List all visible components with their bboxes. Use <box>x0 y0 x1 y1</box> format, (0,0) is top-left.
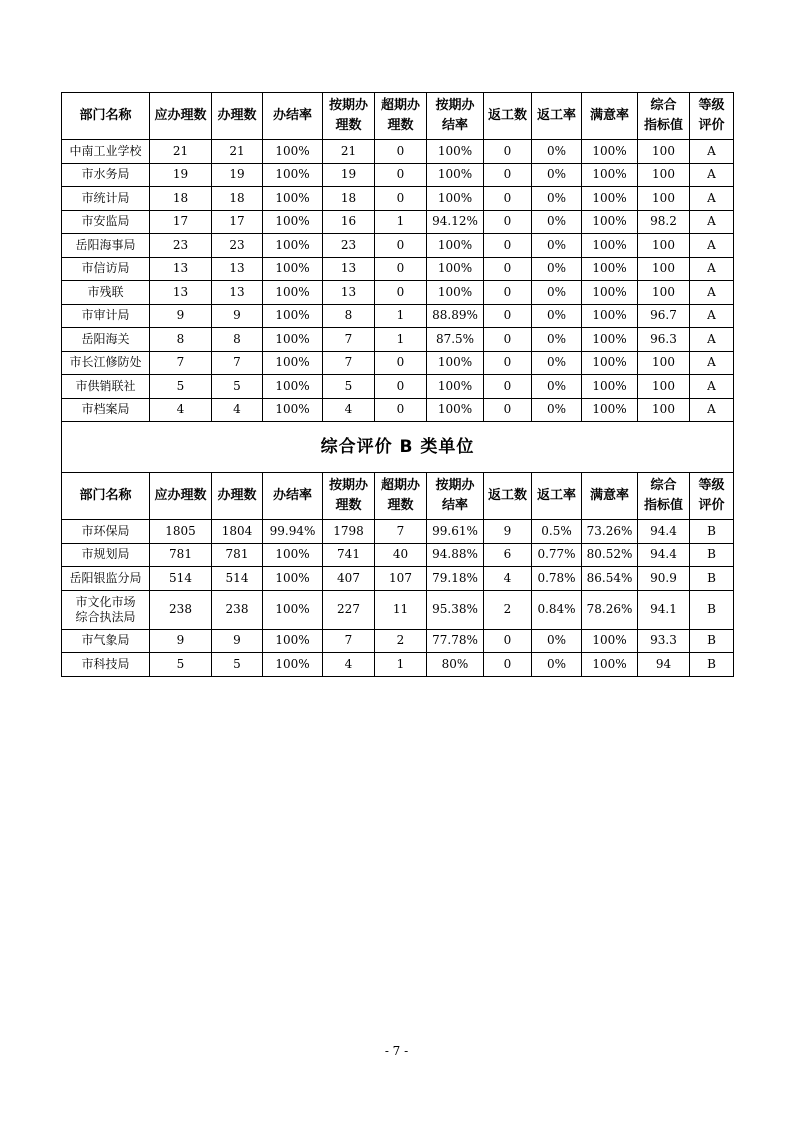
table-cell: 100% <box>582 398 638 422</box>
table-cell: 0 <box>375 234 427 258</box>
table-row <box>62 351 734 375</box>
table-cell: 13 <box>212 281 263 305</box>
table-cell: 100% <box>263 543 323 567</box>
table-row <box>62 257 734 281</box>
table-cell: 16 <box>323 210 375 234</box>
table-cell: 781 <box>212 543 263 567</box>
table-cell: 0 <box>484 629 532 653</box>
table-cell: 94.4 <box>638 520 690 544</box>
table-cell: 6 <box>484 543 532 567</box>
department-name-cell: 市环保局 <box>62 520 150 544</box>
table-cell: 0 <box>375 187 427 211</box>
table-cell: 87.5% <box>427 328 484 352</box>
table-cell: 4 <box>323 398 375 422</box>
table-cell: 7 <box>375 520 427 544</box>
table-cell: 0% <box>532 328 582 352</box>
table-cell: 0.5% <box>532 520 582 544</box>
table-cell: 100% <box>263 257 323 281</box>
table-cell: 13 <box>150 257 212 281</box>
table-cell: 0 <box>484 257 532 281</box>
table-cell: 100% <box>263 234 323 258</box>
table-cell: 4 <box>323 653 375 677</box>
table-cell: 100% <box>582 210 638 234</box>
table-cell: 100% <box>427 140 484 164</box>
table-cell: 0% <box>532 234 582 258</box>
table-cell: 0 <box>375 281 427 305</box>
table-cell: 0% <box>532 163 582 187</box>
table-cell: A <box>690 304 734 328</box>
table-cell: 100% <box>427 163 484 187</box>
department-name-cell: 市残联 <box>62 281 150 305</box>
column-header: 满意率 <box>582 93 638 140</box>
table-cell: 1 <box>375 328 427 352</box>
table-cell: 100% <box>582 187 638 211</box>
table-cell: 13 <box>150 281 212 305</box>
department-name-cell: 市规划局 <box>62 543 150 567</box>
column-header: 按期办 理数 <box>323 473 375 520</box>
table-cell: A <box>690 257 734 281</box>
table-cell: 8 <box>212 328 263 352</box>
table-cell: 94.4 <box>638 543 690 567</box>
table-cell: 100% <box>582 140 638 164</box>
table-cell: 100% <box>582 328 638 352</box>
table-row <box>62 398 734 422</box>
table-cell: 0 <box>484 140 532 164</box>
table-cell: 13 <box>323 257 375 281</box>
table-cell: 93.3 <box>638 629 690 653</box>
department-name-cell: 岳阳海事局 <box>62 234 150 258</box>
table-cell: 100% <box>427 398 484 422</box>
department-name-cell: 市信访局 <box>62 257 150 281</box>
table-row <box>62 281 734 305</box>
table-cell: A <box>690 351 734 375</box>
table-cell: 0% <box>532 304 582 328</box>
table-cell: 100% <box>582 375 638 399</box>
table-cell: 0 <box>484 281 532 305</box>
table-cell: 0% <box>532 257 582 281</box>
table-cell: 100% <box>263 590 323 629</box>
section-b-body <box>62 473 734 677</box>
column-header: 办结率 <box>263 473 323 520</box>
column-header: 等级 评价 <box>690 93 734 140</box>
table-cell: 9 <box>212 304 263 328</box>
table-cell: 73.26% <box>582 520 638 544</box>
column-header: 满意率 <box>582 473 638 520</box>
column-header: 部门名称 <box>62 93 150 140</box>
column-header: 超期办 理数 <box>375 93 427 140</box>
table-cell: 741 <box>323 543 375 567</box>
table-row <box>62 629 734 653</box>
table-cell: A <box>690 328 734 352</box>
table-cell: 13 <box>323 281 375 305</box>
table-row <box>62 304 734 328</box>
table-cell: B <box>690 629 734 653</box>
column-header: 综合 指标值 <box>638 93 690 140</box>
table-cell: 23 <box>323 234 375 258</box>
table-cell: 17 <box>212 210 263 234</box>
table-cell: 100% <box>263 210 323 234</box>
table-cell: 100% <box>427 187 484 211</box>
table-cell: 21 <box>150 140 212 164</box>
table-cell: 100% <box>263 653 323 677</box>
table-cell: 100% <box>582 163 638 187</box>
table-row <box>62 520 734 544</box>
table-cell: 21 <box>323 140 375 164</box>
table-cell: 7 <box>150 351 212 375</box>
column-header: 返工率 <box>532 93 582 140</box>
table-cell: A <box>690 398 734 422</box>
table-cell: 1 <box>375 653 427 677</box>
table-cell: 100% <box>263 375 323 399</box>
table-cell: 8 <box>150 328 212 352</box>
table-cell: 0% <box>532 653 582 677</box>
department-name-cell: 岳阳海关 <box>62 328 150 352</box>
section-b-title-body <box>62 422 734 473</box>
table-cell: 94.12% <box>427 210 484 234</box>
table-cell: 100% <box>263 328 323 352</box>
column-header: 应办理数 <box>150 473 212 520</box>
table-row <box>62 567 734 591</box>
column-header: 返工数 <box>484 93 532 140</box>
table-cell: 100 <box>638 351 690 375</box>
table-cell: 238 <box>212 590 263 629</box>
table-cell: 0% <box>532 375 582 399</box>
table-cell: 95.38% <box>427 590 484 629</box>
table-cell: 5 <box>150 375 212 399</box>
table-cell: 2 <box>375 629 427 653</box>
table-cell: 0 <box>375 375 427 399</box>
table-cell: 0 <box>375 257 427 281</box>
column-header: 按期办 结率 <box>427 93 484 140</box>
table-cell: A <box>690 187 734 211</box>
table-cell: 100% <box>582 653 638 677</box>
table-cell: 13 <box>212 257 263 281</box>
table-row <box>62 590 734 629</box>
table-cell: 100 <box>638 375 690 399</box>
table-cell: 9 <box>150 629 212 653</box>
table-cell: 4 <box>212 398 263 422</box>
section-a-body <box>62 93 734 422</box>
table-cell: 5 <box>150 653 212 677</box>
table-cell: 19 <box>212 163 263 187</box>
table-cell: 100 <box>638 257 690 281</box>
table-cell: 88.89% <box>427 304 484 328</box>
table-cell: 0% <box>532 140 582 164</box>
table-cell: 100% <box>263 351 323 375</box>
table-cell: 23 <box>212 234 263 258</box>
table-row <box>62 187 734 211</box>
table-cell: 0 <box>375 163 427 187</box>
table-cell: 1798 <box>323 520 375 544</box>
table-cell: 17 <box>150 210 212 234</box>
table-cell: 238 <box>150 590 212 629</box>
table-cell: 0.77% <box>532 543 582 567</box>
column-header: 部门名称 <box>62 473 150 520</box>
table-cell: 40 <box>375 543 427 567</box>
table-cell: 80.52% <box>582 543 638 567</box>
table-cell: 100% <box>263 567 323 591</box>
table-cell: 227 <box>323 590 375 629</box>
table-cell: 514 <box>212 567 263 591</box>
table-cell: 0 <box>484 234 532 258</box>
table-cell: 100% <box>427 234 484 258</box>
table-cell: 1804 <box>212 520 263 544</box>
table-cell: 7 <box>323 351 375 375</box>
table-cell: 11 <box>375 590 427 629</box>
department-name-cell: 市气象局 <box>62 629 150 653</box>
column-header: 等级 评价 <box>690 473 734 520</box>
table-cell: 100% <box>263 398 323 422</box>
table-cell: 107 <box>375 567 427 591</box>
table-row <box>62 543 734 567</box>
table-cell: 19 <box>150 163 212 187</box>
table-cell: 0 <box>484 351 532 375</box>
table-cell: 9 <box>212 629 263 653</box>
table-cell: 0% <box>532 187 582 211</box>
table-cell: 99.94% <box>263 520 323 544</box>
table-cell: A <box>690 140 734 164</box>
table-cell: 100% <box>263 629 323 653</box>
column-header: 返工数 <box>484 473 532 520</box>
table-cell: 90.9 <box>638 567 690 591</box>
page-number: - 7 - <box>384 1044 409 1058</box>
table-cell: 7 <box>323 629 375 653</box>
table-cell: 18 <box>323 187 375 211</box>
table-cell: 0 <box>484 187 532 211</box>
table-cell: 18 <box>212 187 263 211</box>
table-row <box>62 653 734 677</box>
table-cell: 0 <box>375 351 427 375</box>
table-cell: B <box>690 567 734 591</box>
department-name-cell: 市文化市场 综合执法局 <box>62 590 150 629</box>
table-cell: 1 <box>375 304 427 328</box>
department-name-cell: 市统计局 <box>62 187 150 211</box>
table-cell: 0 <box>484 375 532 399</box>
table-cell: 21 <box>212 140 263 164</box>
table-cell: 100 <box>638 187 690 211</box>
table-row <box>62 234 734 258</box>
table-cell: 94 <box>638 653 690 677</box>
table-cell: 100% <box>263 140 323 164</box>
evaluation-table <box>61 92 734 677</box>
table-cell: 0% <box>532 351 582 375</box>
table-cell: 98.2 <box>638 210 690 234</box>
table-cell: 100 <box>638 234 690 258</box>
table-cell: 100% <box>427 351 484 375</box>
table-cell: 100% <box>582 281 638 305</box>
table-cell: 100% <box>582 304 638 328</box>
table-cell: 0 <box>484 210 532 234</box>
table-cell: 100% <box>427 257 484 281</box>
section-a-header-row <box>62 93 734 140</box>
table-cell: 514 <box>150 567 212 591</box>
column-header: 办理数 <box>212 473 263 520</box>
table-cell: 5 <box>212 375 263 399</box>
table-cell: 0 <box>484 328 532 352</box>
table-cell: 100% <box>582 629 638 653</box>
table-cell: 100% <box>427 281 484 305</box>
table-cell: 23 <box>150 234 212 258</box>
table-cell: 781 <box>150 543 212 567</box>
table-cell: 5 <box>212 653 263 677</box>
department-name-cell: 市科技局 <box>62 653 150 677</box>
table-cell: 18 <box>150 187 212 211</box>
table-cell: B <box>690 520 734 544</box>
table-cell: 1805 <box>150 520 212 544</box>
table-cell: A <box>690 375 734 399</box>
column-header: 办结率 <box>263 93 323 140</box>
table-cell: 0.78% <box>532 567 582 591</box>
table-cell: B <box>690 590 734 629</box>
section-b-header-row <box>62 473 734 520</box>
table-row <box>62 375 734 399</box>
table-cell: 8 <box>323 304 375 328</box>
table-cell: 0 <box>484 163 532 187</box>
table-cell: 407 <box>323 567 375 591</box>
table-cell: 100 <box>638 163 690 187</box>
table-cell: 0 <box>375 398 427 422</box>
table-cell: 94.88% <box>427 543 484 567</box>
department-name-cell: 岳阳银监分局 <box>62 567 150 591</box>
table-cell: A <box>690 281 734 305</box>
table-cell: A <box>690 210 734 234</box>
table-cell: 0% <box>532 629 582 653</box>
table-cell: 7 <box>323 328 375 352</box>
table-cell: A <box>690 234 734 258</box>
department-name-cell: 市安监局 <box>62 210 150 234</box>
table-cell: 0 <box>484 398 532 422</box>
table-cell: 0% <box>532 281 582 305</box>
table-cell: 100 <box>638 281 690 305</box>
table-cell: 0% <box>532 210 582 234</box>
column-header: 返工率 <box>532 473 582 520</box>
table-cell: 100% <box>263 304 323 328</box>
table-cell: 100% <box>263 281 323 305</box>
table-cell: B <box>690 543 734 567</box>
table-row <box>62 328 734 352</box>
table-cell: 0% <box>532 398 582 422</box>
table-row <box>62 163 734 187</box>
table-cell: 100% <box>427 375 484 399</box>
department-name-cell: 中南工业学校 <box>62 140 150 164</box>
table-cell: 7 <box>212 351 263 375</box>
table-cell: 4 <box>150 398 212 422</box>
table-row <box>62 210 734 234</box>
table-cell: 99.61% <box>427 520 484 544</box>
table-cell: 96.3 <box>638 328 690 352</box>
table-cell: 96.7 <box>638 304 690 328</box>
table-cell: 0 <box>484 653 532 677</box>
table-cell: 100% <box>263 163 323 187</box>
column-header: 按期办 结率 <box>427 473 484 520</box>
column-header: 办理数 <box>212 93 263 140</box>
department-name-cell: 市水务局 <box>62 163 150 187</box>
table-cell: 80% <box>427 653 484 677</box>
table-cell: 100 <box>638 140 690 164</box>
table-cell: 100% <box>263 187 323 211</box>
table-cell: 0.84% <box>532 590 582 629</box>
table-cell: 4 <box>484 567 532 591</box>
department-name-cell: 市档案局 <box>62 398 150 422</box>
table-cell: 100% <box>582 257 638 281</box>
department-name-cell: 市审计局 <box>62 304 150 328</box>
table-cell: 86.54% <box>582 567 638 591</box>
column-header: 超期办 理数 <box>375 473 427 520</box>
table-cell: 0 <box>484 304 532 328</box>
table-cell: A <box>690 163 734 187</box>
table-cell: 9 <box>150 304 212 328</box>
table-cell: 19 <box>323 163 375 187</box>
column-header: 应办理数 <box>150 93 212 140</box>
table-cell: 100% <box>582 351 638 375</box>
department-name-cell: 市长江修防处 <box>62 351 150 375</box>
table-cell: 2 <box>484 590 532 629</box>
table-cell: 94.1 <box>638 590 690 629</box>
table-cell: B <box>690 653 734 677</box>
table-cell: 100 <box>638 398 690 422</box>
table-row <box>62 140 734 164</box>
table-cell: 5 <box>323 375 375 399</box>
table-cell: 77.78% <box>427 629 484 653</box>
department-name-cell: 市供销联社 <box>62 375 150 399</box>
table-cell: 9 <box>484 520 532 544</box>
column-header: 按期办 理数 <box>323 93 375 140</box>
table-cell: 0 <box>375 140 427 164</box>
section-b-title-row <box>62 422 734 473</box>
column-header: 综合 指标值 <box>638 473 690 520</box>
table-cell: 79.18% <box>427 567 484 591</box>
table-cell: 100% <box>582 234 638 258</box>
table-cell: 78.26% <box>582 590 638 629</box>
table-cell: 1 <box>375 210 427 234</box>
section-b-title: 综合评价 B 类单位 <box>62 422 734 473</box>
